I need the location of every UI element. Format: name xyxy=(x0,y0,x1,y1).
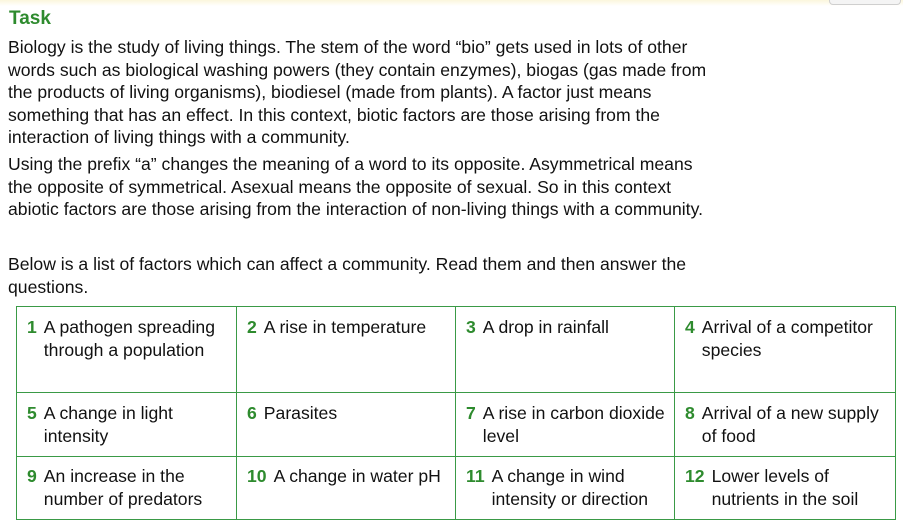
factor-number: 11 xyxy=(466,466,485,486)
scroll-handle[interactable] xyxy=(829,0,901,5)
factor-cell xyxy=(237,393,456,457)
factor-text: A pathogen spreading through a population xyxy=(43,317,215,360)
task-heading: Task xyxy=(9,8,51,29)
factor-cell xyxy=(17,457,237,520)
factor-cell xyxy=(237,457,456,520)
factor-text: Lower levels of nutrients in the soil xyxy=(711,466,859,509)
factor-number: 3 xyxy=(466,317,476,337)
factor-cell xyxy=(17,307,237,393)
factor-number: 9 xyxy=(27,466,37,486)
factor-text: Arrival of a new supply of food xyxy=(701,403,879,446)
factor-text: A drop in rainfall xyxy=(482,317,609,337)
factor-text: A rise in carbon dioxide level xyxy=(482,403,665,446)
instructions-paragraph: Below is a list of factors which can affect a community. Read them and then answer the questions. xyxy=(8,254,687,297)
factor-text: Parasites xyxy=(263,403,338,423)
factor-number: 10 xyxy=(247,466,267,486)
factor-number: 7 xyxy=(466,403,476,423)
factors-table xyxy=(16,306,896,520)
factor-cell xyxy=(675,393,896,457)
table-row xyxy=(17,307,896,393)
factor-number: 4 xyxy=(685,317,695,337)
factor-number: 2 xyxy=(247,317,257,337)
table-row xyxy=(17,393,896,457)
factor-number: 12 xyxy=(685,466,705,486)
top-bar xyxy=(0,0,903,6)
factor-cell xyxy=(237,307,456,393)
factor-text: A change in water pH xyxy=(273,466,441,486)
factor-cell xyxy=(456,393,675,457)
factor-number: 8 xyxy=(685,403,695,423)
factor-text: A rise in temperature xyxy=(263,317,427,337)
factor-cell xyxy=(675,457,896,520)
factor-cell xyxy=(17,393,237,457)
table-row xyxy=(17,457,896,520)
factor-text: Arrival of a competitor species xyxy=(701,317,873,360)
intro-paragraph-biotic: Biology is the study of living things. The stem of the word “bio” gets used in lots of other words such as biological washing powers (they contain enzymes), biogas (gas made from the products of living organisms), biodiesel (made from plants). A factor just means something that has an effect. In this context, biotic factors are those arising from the interaction of living things with a community. xyxy=(8,37,707,147)
factor-number: 6 xyxy=(247,403,257,423)
factor-cell xyxy=(456,457,675,520)
factor-number: 1 xyxy=(27,317,37,337)
factor-number: 5 xyxy=(27,403,37,423)
factor-cell xyxy=(675,307,896,393)
factor-text: An increase in the number of predators xyxy=(43,466,203,509)
intro-paragraph-abiotic: Using the prefix “a” changes the meaning of a word to its opposite. Asymmetrical means the opposite of symmetrical. Asexual means the opposite of sexual. So in this context abiotic factors are those arising from the interaction of non-living things with a community. xyxy=(8,154,703,219)
factor-text: A change in light intensity xyxy=(43,403,173,446)
factor-cell xyxy=(456,307,675,393)
factor-text: A change in wind intensity or direction xyxy=(491,466,649,509)
